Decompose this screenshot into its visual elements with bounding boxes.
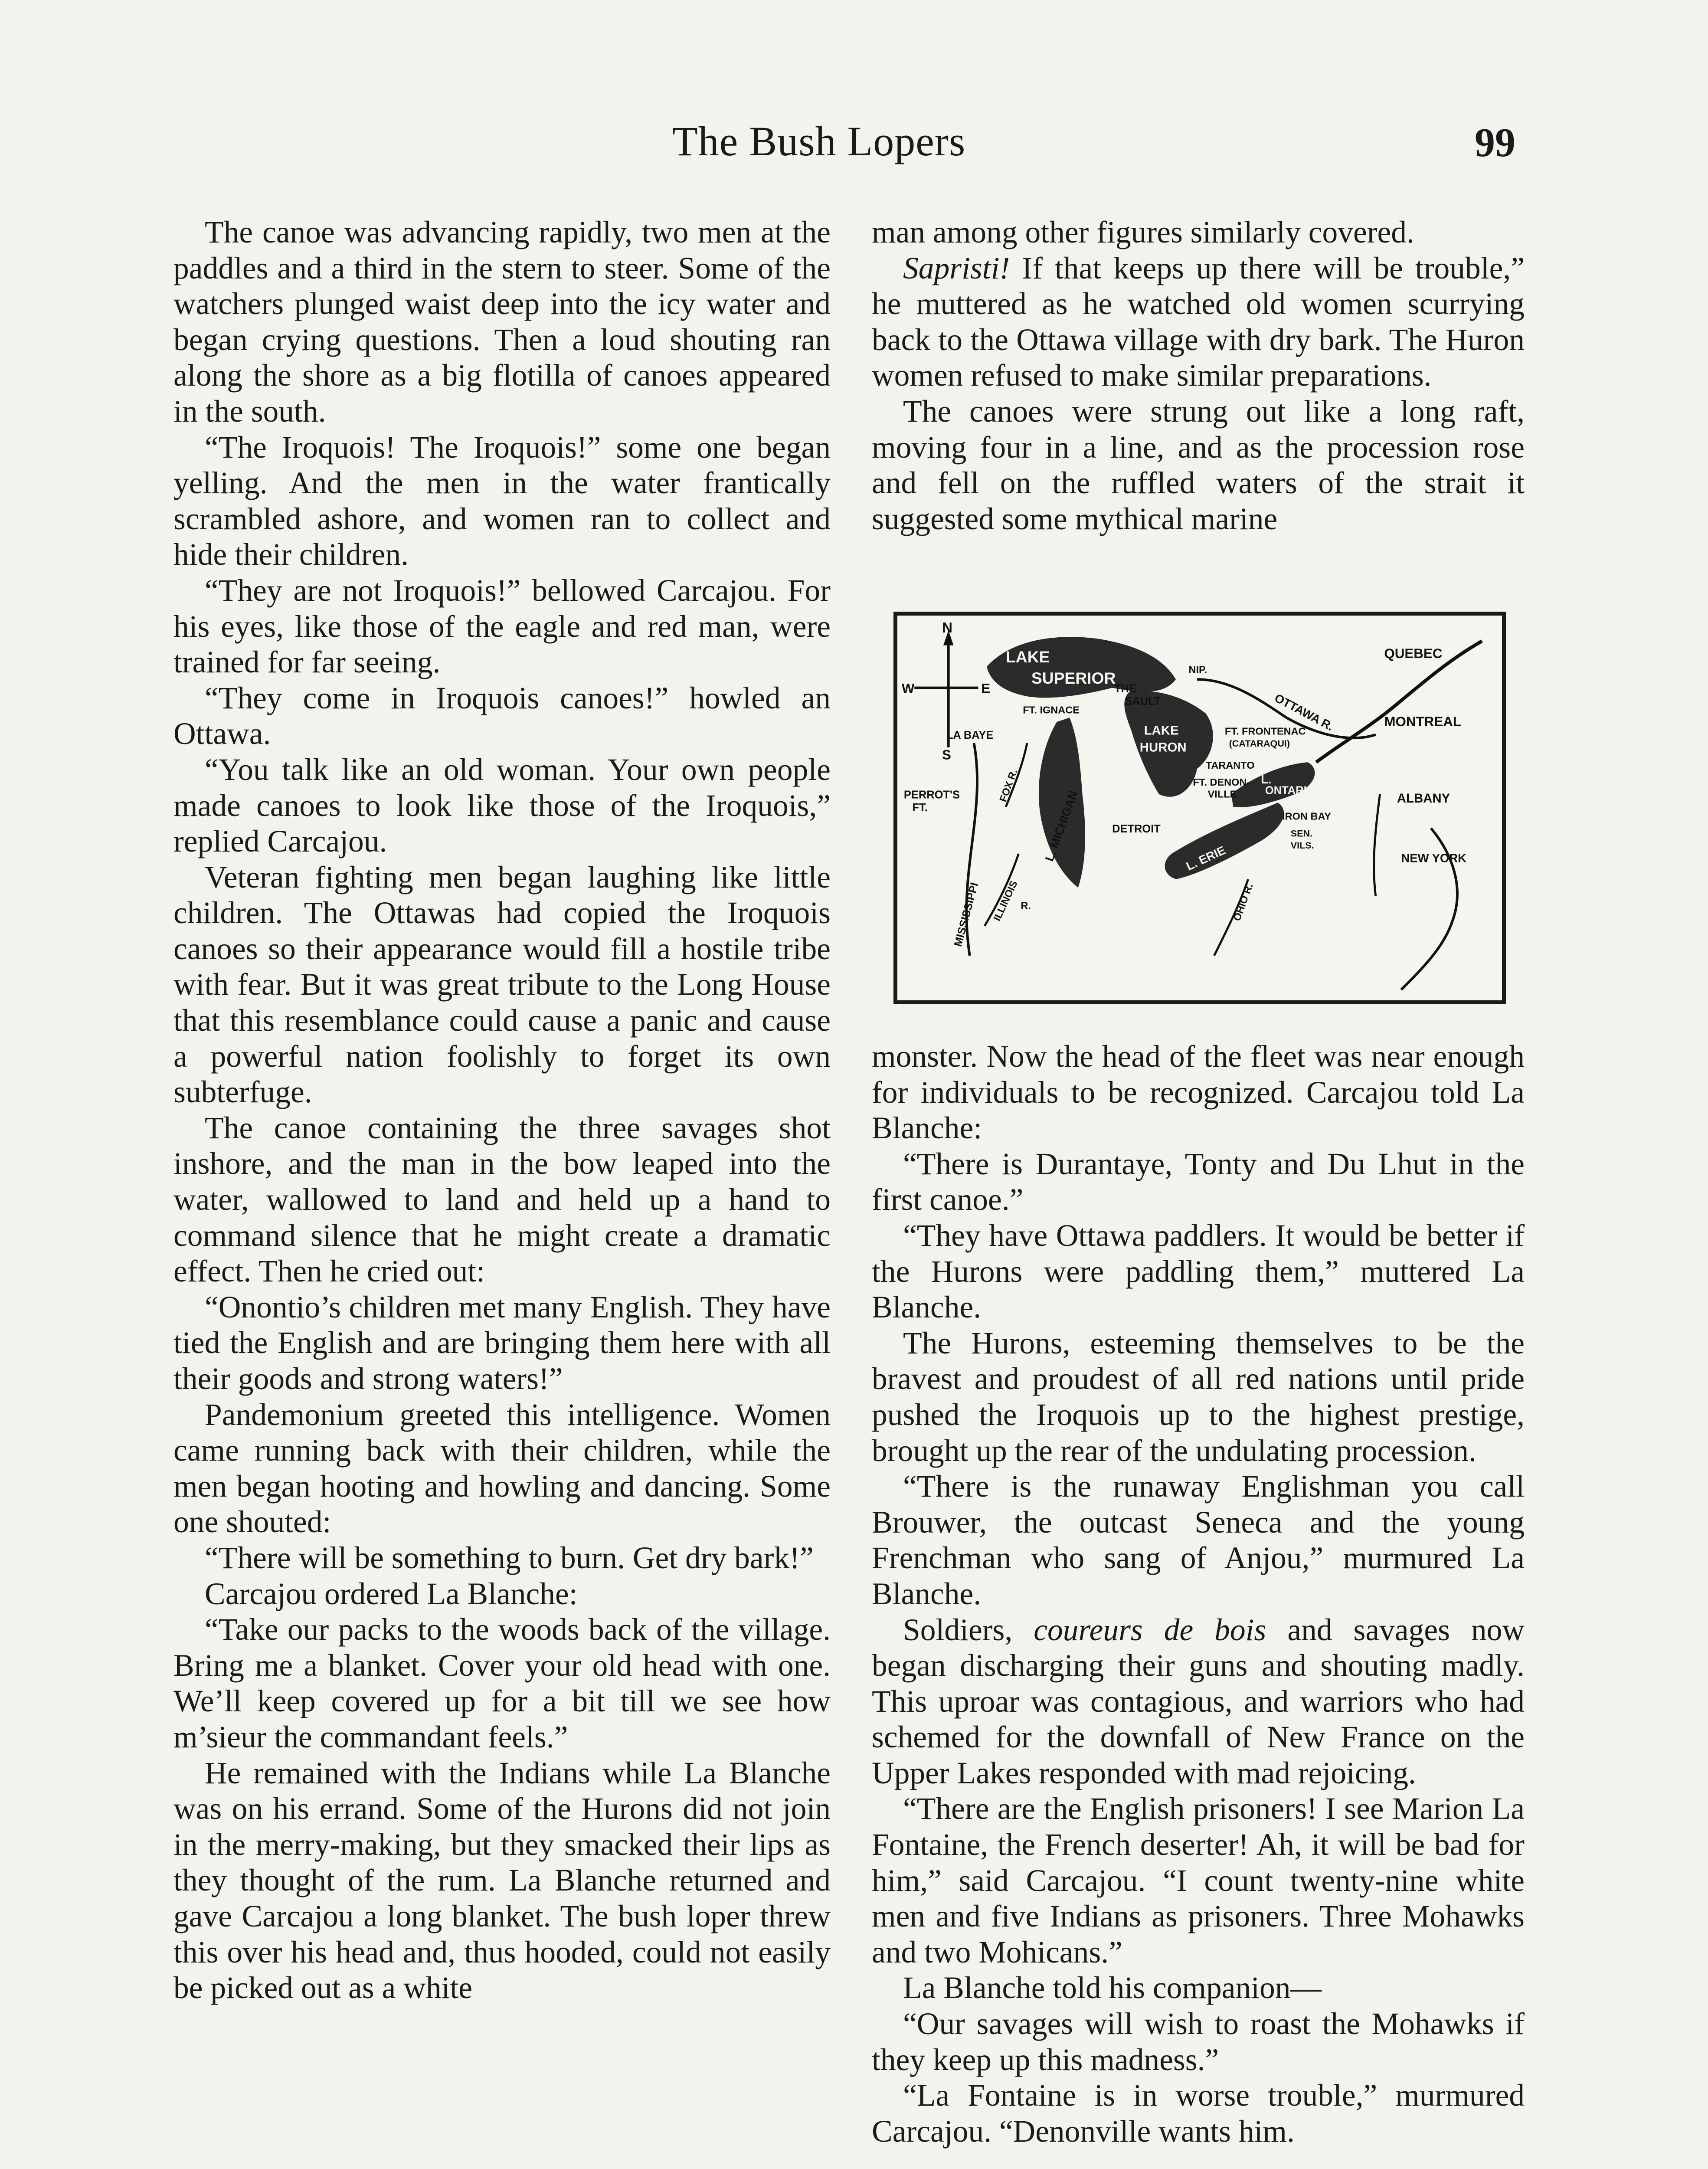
map-label-fox-r: FOX R. [997,767,1020,803]
right-column-bottom [872,1039,1525,2149]
lake-michigan-shape [1039,718,1085,888]
map-label-cataraqui: (CATARAQUI) [1229,737,1290,749]
paragraph-text: and savages now began discharging their guns and shouting madly. This uproar was contagious, and warriors who had schemed for the downfall of New France on the Upper Lakes responded with mad rejoicing. [872,1612,1525,1790]
map-label-sault: SAULT [1125,695,1161,708]
paragraph: “Our savages will wish to roast the Mohawks if they keep up this madness.” [872,2007,1525,2077]
paragraph: “They are not Iroquois!” bellowed Carcajou. For his eyes, like those of the eagle and red man, were trained for far seeing. [173,573,831,680]
great-lakes-map [893,612,1506,1004]
map-label-detroit: DETROIT [1112,822,1161,835]
map-label-albany: ALBANY [1397,791,1450,806]
paragraph: “There are the English prisoners! I see Marion La Fontaine, the French deserter! Ah, it will be bad for him,” said Carcajou. “I count twenty-nine white men and five Indians as prisoners. Three Mohawks and two Mohicans.” [872,1792,1525,1969]
map-label-vils: VILS. [1290,840,1314,851]
paragraph [872,251,1525,394]
paragraph: The Hurons, esteeming themselves to be the bravest and proudest of all red nations until pride pushed the Iroquois up to the highest prestige, brought up the rear of the undulating procession. [872,1326,1525,1468]
paragraph: La Blanche told his companion— [903,1971,1322,2005]
paragraph: Carcajou ordered La Blanche: [205,1576,578,1611]
paragraph: “There is the runaway Englishman you call Brouwer, the outcast Seneca and the young Frenchman who sang of Anjou,” murmured La Blanche. [872,1469,1525,1611]
paragraph: The canoes were strung out like a long raft, moving four in a line, and as the procession rose and fell on the ruffled waters of the strait it suggested some mythical marine [872,394,1525,536]
compass-s-label: S [942,747,951,763]
map-label-illinois-r: R. [1021,900,1031,911]
map-label-new-york: NEW YORK [1401,851,1466,865]
map-label-l-erie: L. ERIE [1184,843,1228,873]
right-column-top [872,215,1525,537]
compass-w-label: W [901,681,915,696]
map-label-ft-frontenac: FT. FRONTENAC [1224,725,1306,737]
paragraph: “There is Durantaye, Tonty and Du Lhut in the first canoe.” [872,1147,1525,1217]
paragraph: “The Iroquois! The Iroquois!” some one began yelling. And the men in the water frantically scrambled ashore, and women ran to collect and hide their children. [173,430,831,572]
map-label-l: L. [1261,773,1272,786]
paragraph: “Take our packs to the woods back of the village. Bring me a blanket. Cover your old head with one. We’ll keep covered up for a bit till we see how m’sieur the commandant feels.” [173,1612,831,1754]
map-label-ontario: ONTARIO [1265,784,1315,797]
paragraph: “You talk like an old woman. Your own people made canoes to look like those of the Iroquois,” replied Carcajou. [173,752,831,859]
map-label-ottawa-r: OTTAWA R. [1272,691,1336,734]
italic-phrase: coureurs de bois [1034,1612,1266,1647]
lake-erie-shape [1165,803,1284,879]
paragraph: “They come in Iroquois canoes!” howled an Ottawa. [173,681,831,751]
map-label-lake-huron-1: LAKE [1144,723,1179,738]
map-label-mississippi: MISSISSIPPI [952,881,981,948]
lake-superior-shape [987,637,1176,698]
map-label-perrots: PERROT'S [903,789,960,801]
running-title: The Bush Lopers [672,118,966,164]
map-label-montreal: MONTREAL [1384,714,1462,729]
map-label-superior: SUPERIOR [1031,668,1116,687]
paragraph: Pandemonium greeted this intelligence. Women came running back with their children, while the men began hooting and howling and dancing. Some one shouted: [173,1397,831,1540]
paragraph: The canoe containing the three savages shot inshore, and the man in the bow leaped into the water, wallowed to land and held up a hand to command silence that he might create a dramatic effect. Then he cried out: [173,1111,831,1289]
paragraph: “Onontio’s children met many English. They have tied the English and are bringing them here with all their goods and strong waters!” [173,1290,831,1396]
map-label-nip: NIP. [1188,664,1207,675]
map-label-ville: VILLE [1207,788,1237,800]
paragraph-text: Soldiers, [903,1612,1034,1647]
map-label-iron-bay: IRON BAY [1282,810,1331,822]
compass-e-label: E [981,681,991,696]
map-label-la-baye: LA BAYE [946,729,994,742]
italic-exclamation: Sapristi! [903,251,1010,285]
map-label-quebec: QUEBEC [1384,646,1443,662]
map-label-l-michigan: L. MICHIGAN [1042,789,1080,863]
paragraph-continuation: man among other figures similarly covered. [872,215,1414,249]
map-label-lake-huron-2: HURON [1139,740,1187,755]
map-label-taranto: TARANTO [1205,759,1255,771]
map-label-ohio-r: OHIO R. [1231,881,1255,923]
paragraph: The canoe was advancing rapidly, two men at the paddles and a third in the stern to steer. Some of the watchers plunged waist deep into the icy water and began crying questions. Then a loud shouting ran along the shore as a big flotilla of canoes appeared in the south. [173,215,831,429]
paragraph: “La Fontaine is in worse trouble,” murmured Carcajou. “Denonville wants him. [872,2078,1525,2149]
paragraph: He remained with the Indians while La Blanche was on his errand. Some of the Hurons did not join in the merry-making, but they smacked their lips as they thought of the rum. La Blanche returned and gave Carcajou a long blanket. The bush loper threw this over his head and, thus hooded, could not easily be picked out as a white [173,1756,831,2005]
left-column [173,215,831,2006]
map-label-illinois: ILLINOIS [991,878,1020,923]
compass-n-label: N [942,620,953,636]
map-label-perrots-ft: FT. [912,801,928,814]
map-label-sen: SEN. [1290,828,1313,839]
map-label-lake: LAKE [1006,647,1050,666]
paragraph [872,1612,1525,1792]
paragraph: “There will be something to burn. Get dry bark!” [205,1540,814,1575]
paragraph: Veteran fighting men began laughing like little children. The Ottawas had copied the Iroquois canoes so their appearance would fill a hostile tribe with fear. But it was great tribute to the Long House that this resemblance could cause a panic and cause a powerful nation foolishly to forget its own subterfuge. [173,860,831,1110]
paragraph: “They have Ottawa paddlers. It would be better if the Hurons were paddling them,” muttered La Blanche. [872,1218,1525,1325]
map-label-ft-ignace: FT. IGNACE [1023,704,1080,716]
hudson-river-line [1374,794,1380,896]
paragraph-text: If that keeps up there will be trouble,” he muttered as he watched old women scurrying back to the Ottawa village with dry bark. The Huron women refused to make similar preparations. [872,251,1525,393]
page-number: 99 [1475,120,1515,165]
map-drawing [897,616,1502,1000]
paragraph-continuation: monster. Now the head of the fleet was near enough for individuals to be recognized. Carcajou told La Blanche: [872,1039,1525,1146]
map-label-ft-denonville: FT. DENON- [1193,777,1250,788]
map-label-the: THE [1114,682,1136,695]
